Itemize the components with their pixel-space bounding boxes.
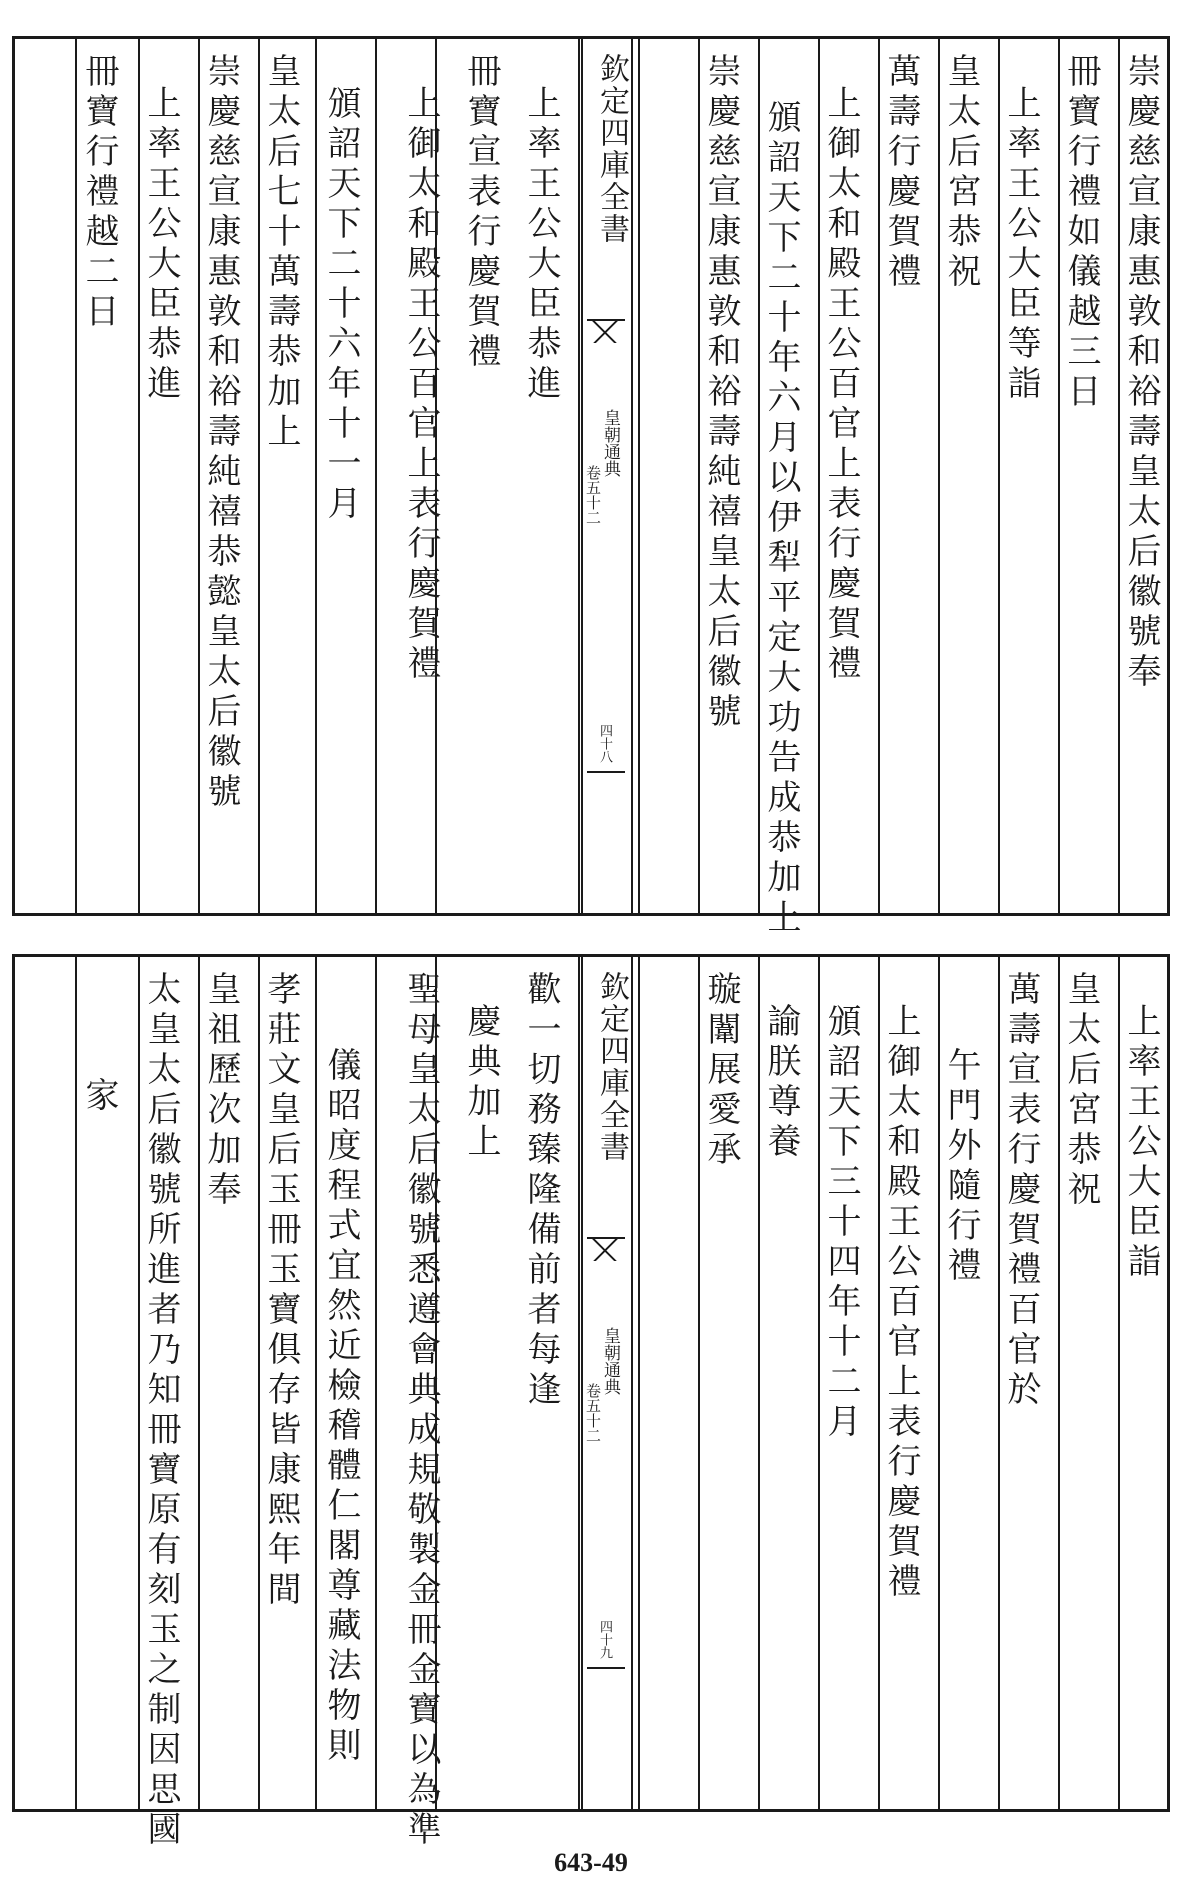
- text-column: 皇太后七十萬壽恭加上: [261, 53, 301, 453]
- text-column: 上率王公大臣恭進: [141, 85, 181, 405]
- column-rule: [638, 39, 640, 913]
- column-rule: [75, 39, 77, 913]
- book-title: 皇朝通典: [600, 1327, 620, 1395]
- text-column: 皇祖歷次加奉: [201, 971, 241, 1211]
- text-column: 崇慶慈宣康惠敦和裕壽純禧恭懿皇太后徽號: [201, 53, 241, 813]
- column-rule: [638, 957, 640, 1809]
- column-rule: [818, 39, 820, 913]
- column-rule: [198, 39, 200, 913]
- column-rule: [698, 957, 700, 1809]
- column-rule: [938, 39, 940, 913]
- text-column: 上率王公大臣恭進: [521, 85, 561, 405]
- text-column: 皇太后宮恭祝: [941, 53, 981, 293]
- volume-label: 卷五十二: [584, 1383, 602, 1443]
- page-number: 643-49: [554, 1848, 628, 1877]
- text-column: 萬壽行慶賀禮: [881, 53, 921, 293]
- text-column: 冊寶行禮如儀越三日: [1061, 53, 1101, 413]
- column-rule: [1118, 957, 1120, 1809]
- fish-tail-ornament: [587, 1237, 625, 1267]
- column-rule: [198, 957, 200, 1809]
- text-column: 聖母皇太后徽號悉遵會典成規敬製金冊金寶以為準: [401, 971, 441, 1851]
- column-rule: [375, 39, 377, 913]
- text-column: 上率王公大臣等詣: [1001, 85, 1041, 405]
- column-rule: [138, 957, 140, 1809]
- column-rule: [315, 39, 317, 913]
- column-rule: [998, 957, 1000, 1809]
- text-column: 崇慶慈宣康惠敦和裕壽純禧皇太后徽號: [701, 53, 741, 733]
- column-rule: [578, 957, 580, 1809]
- center-title: 欽定四庫全書: [594, 971, 629, 1163]
- column-rule: [75, 957, 77, 1809]
- text-column: 歡一切務臻隆備前者每逢: [521, 971, 561, 1411]
- book-title: 皇朝通典: [600, 409, 620, 477]
- column-rule: [758, 957, 760, 1809]
- leaf-rule: [587, 771, 625, 773]
- column-rule: [878, 957, 880, 1809]
- text-column: 萬壽宣表行慶賀禮百官於: [1001, 971, 1041, 1411]
- text-column: 上御太和殿王公百官上表行慶賀禮: [401, 85, 441, 685]
- leaf-rule: [587, 1667, 625, 1669]
- center-fold: [581, 957, 633, 1809]
- text-column: 上御太和殿王公百官上表行慶賀禮: [821, 85, 861, 685]
- center-title: 欽定四庫全書: [594, 53, 629, 245]
- column-rule: [138, 39, 140, 913]
- volume-label: 卷五十二: [584, 465, 602, 525]
- leaf-number: 四十八: [597, 724, 612, 763]
- text-column: 慶典加上: [461, 1003, 501, 1163]
- column-rule: [758, 39, 760, 913]
- text-column: 儀昭度程式宜然近檢稽體仁閣尊藏法物則: [321, 1047, 361, 1767]
- text-column: 上御太和殿王公百官上表行慶賀禮: [881, 1003, 921, 1603]
- column-rule: [1058, 957, 1060, 1809]
- column-rule: [1118, 39, 1120, 913]
- column-rule: [938, 957, 940, 1809]
- fish-tail-ornament: [587, 319, 625, 349]
- top-page-panel: [12, 36, 1170, 939]
- text-column: 皇太后宮恭祝: [1061, 971, 1101, 1211]
- text-column: 上率王公大臣詣: [1121, 1003, 1161, 1283]
- text-column: 孝莊文皇后玉冊玉寶俱存皆康熙年間: [261, 971, 301, 1611]
- text-column: 家: [79, 1077, 119, 1117]
- column-rule: [258, 957, 260, 1809]
- text-column: 頒詔天下三十四年十二月: [821, 1003, 861, 1443]
- text-column: 冊寶行禮越二日: [79, 53, 119, 333]
- text-column: 午門外隨行禮: [941, 1047, 981, 1287]
- column-rule: [818, 957, 820, 1809]
- column-rule: [258, 39, 260, 913]
- text-column: 崇慶慈宣康惠敦和裕壽皇太后徽號奉: [1121, 53, 1161, 693]
- column-rule: [315, 957, 317, 1809]
- column-rule: [698, 39, 700, 913]
- text-column: 太皇太后徽號所進者乃知冊寶原有刻玉之制因思國: [141, 971, 181, 1851]
- column-rule: [878, 39, 880, 913]
- text-column: 璇闈展愛承: [701, 971, 741, 1171]
- column-rule: [578, 39, 580, 913]
- column-rule: [375, 957, 377, 1809]
- leaf-number: 四十九: [597, 1620, 612, 1659]
- text-column: 諭朕尊養: [761, 1003, 801, 1163]
- column-rule: [998, 39, 1000, 913]
- bottom-page-panel: [12, 954, 1170, 1851]
- text-column: 頒詔天下二十年六月以伊犁平定大功告成恭加上: [761, 99, 801, 939]
- column-rule: [1058, 39, 1060, 913]
- text-column: 冊寶宣表行慶賀禮: [461, 53, 501, 373]
- center-fold: [581, 39, 633, 913]
- text-column: 頒詔天下二十六年十一月: [321, 85, 361, 525]
